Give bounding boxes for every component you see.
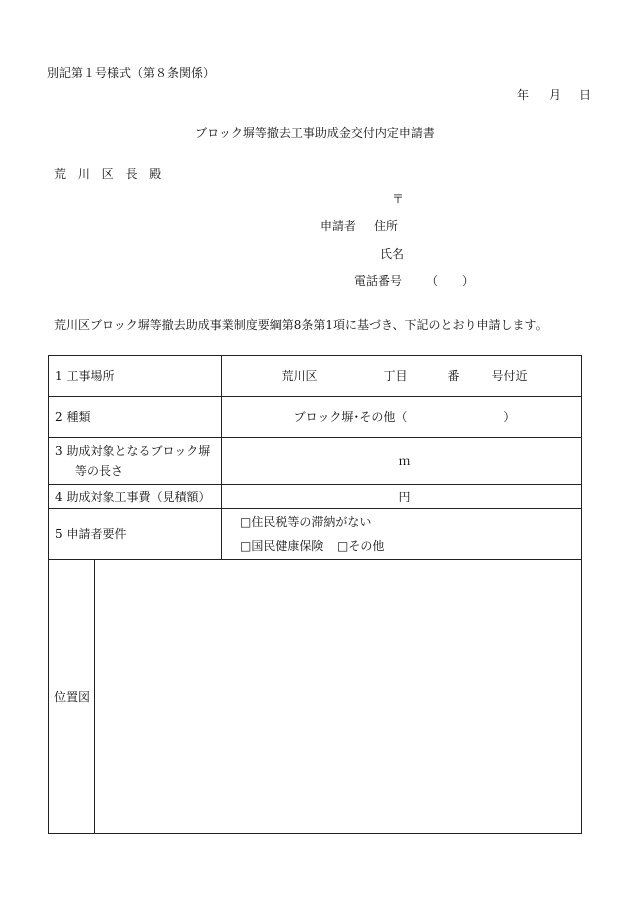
cost-unit: 円: [398, 489, 411, 504]
addressee: 荒 川 区 長 殿: [54, 167, 166, 181]
location-map-label: 位置図: [49, 560, 95, 833]
length-unit: ｍ: [398, 454, 411, 468]
construction-site-field[interactable]: [222, 356, 582, 397]
type-label: 2 種類: [49, 397, 222, 438]
gou-text: 号付近: [491, 369, 528, 383]
ward-text: 荒川区: [281, 369, 318, 383]
form-id: 別記第１号様式（第８条関係）: [47, 66, 216, 80]
phone-label: 電話番号: [354, 274, 403, 288]
chome-text: 丁目: [383, 369, 408, 383]
table-row: [49, 560, 582, 834]
table-row: [49, 438, 582, 485]
applicant-line: [320, 219, 398, 233]
construction-site-label: 1 工事場所: [49, 356, 222, 397]
requirement-tax-checkbox[interactable]: □住民税等の滞納がない: [240, 515, 372, 529]
type-field[interactable]: [222, 397, 582, 438]
wall-length-label-line2: 等の長さ: [75, 464, 124, 478]
location-map-area[interactable]: [95, 560, 581, 833]
date-month: 月: [549, 88, 562, 102]
wall-length-field[interactable]: [222, 438, 582, 485]
wall-length-label: [49, 438, 222, 485]
address-label: 住所: [374, 219, 399, 233]
date-line: [517, 88, 591, 102]
name-label: 氏名: [380, 247, 405, 261]
table-row: [49, 485, 582, 509]
document-title: ブロック塀等撤去工事助成金交付内定申請書: [195, 126, 435, 140]
construction-cost-label: 4 助成対象工事費（見積額）: [49, 485, 222, 509]
date-day: 日: [579, 88, 592, 102]
application-statement: 荒川区ブロック塀等撤去助成事業制度要綱第8条第1項に基づき、下記のとおり申請します。: [54, 318, 548, 332]
date-year: 年: [517, 88, 530, 102]
location-map-section: [49, 560, 582, 834]
requirement-insurance-checkbox[interactable]: □国民健康保険: [240, 539, 324, 553]
postal-mark: 〒: [392, 192, 405, 206]
applicant-label: 申請者: [320, 219, 357, 233]
applicant-requirements-label: 5 申請者要件: [49, 509, 222, 560]
type-value: ブロック塀･その他（ ）: [293, 410, 516, 424]
table-row: [49, 397, 582, 438]
phone-paren-open: （: [426, 274, 439, 288]
applicant-requirements-field: [222, 509, 582, 560]
construction-cost-field[interactable]: [222, 485, 582, 509]
requirement-other-checkbox[interactable]: □その他: [337, 539, 385, 553]
requirement-insurance-line: [240, 534, 581, 558]
phone-paren-close: ）: [462, 274, 475, 288]
application-table: [48, 355, 582, 834]
table-row: [49, 356, 582, 397]
wall-length-label-line1: 3 助成対象となるブロック塀: [55, 444, 211, 458]
ban-text: 番: [447, 369, 460, 383]
phone-line: [354, 274, 474, 288]
table-row: [49, 509, 582, 560]
